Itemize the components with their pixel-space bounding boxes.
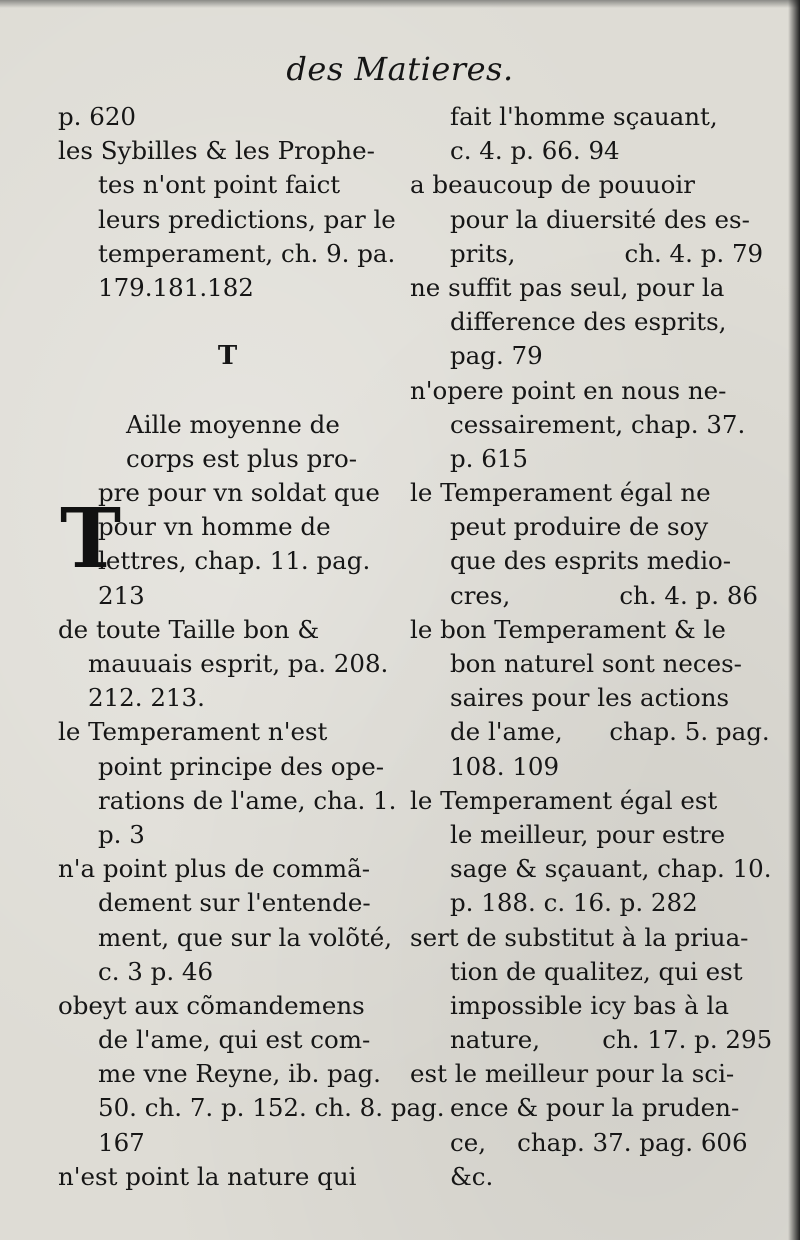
page-top-edge (0, 0, 800, 8)
index-entry: n'opere point en nous ne- (410, 375, 727, 405)
index-line: corps est plus pro- (126, 443, 358, 473)
index-line: fait l'homme sçauant, (450, 102, 718, 131)
index-line: mauuais esprit, pa. 208. (88, 649, 389, 678)
index-line: ence & pour la pruden- (450, 1093, 740, 1123)
dropcap-letter: T (60, 490, 122, 587)
index-line: cessairement, chap. 37. (450, 409, 746, 439)
index-line: tes n'ont point faict (98, 170, 341, 200)
running-header: des Matieres. (286, 50, 514, 88)
index-line: 179.181.182 (98, 272, 254, 302)
index-line: 167 (98, 1127, 145, 1157)
left-column (58, 100, 445, 1194)
index-entry: le bon Temperament & le (410, 614, 726, 644)
index-line: 213 (98, 580, 145, 610)
index-line: 50. ch. 7. p. 152. ch. 8. pag. (98, 1093, 445, 1123)
right-column (410, 100, 773, 1194)
index-line: lettres, chap. 11. pag. (98, 546, 371, 576)
index-entry: n'est point la nature qui (58, 1161, 357, 1191)
index-entry: les Sybilles & les Prophe- (58, 136, 375, 166)
index-line: c. 3 p. 46 (98, 956, 214, 986)
index-line: c. 4. p. 66. 94 (450, 136, 620, 166)
index-line: temperament, ch. 9. pa. (98, 238, 396, 268)
index-line: que des esprits medio- (450, 546, 732, 576)
index-entry: n'a point plus de commã- (58, 854, 371, 884)
index-line: p. 615 (450, 443, 529, 473)
spacer (58, 374, 398, 408)
index-line: ment, que sur la volõté, (98, 922, 393, 952)
index-line: &c. (450, 1161, 494, 1191)
index-line: de l'ame, qui est com- (98, 1025, 371, 1055)
index-line: pag. 79 (450, 341, 543, 371)
index-line: pre pour vn soldat que (98, 478, 380, 508)
index-line: 108. 109 (450, 751, 560, 781)
index-line: ce, chap. 37. pag. 606 (450, 1127, 748, 1157)
index-entry: Aille moyenne de (126, 409, 340, 439)
section-letter: T (217, 341, 239, 372)
index-entry: ne suffit pas seul, pour la (410, 272, 725, 302)
index-line: prits, ch. 4. p. 79 (450, 238, 764, 268)
index-line: p. 188. c. 16. p. 282 (450, 888, 698, 918)
index-line: leurs predictions, par le (98, 204, 396, 234)
index-entry: sert de substitut à la priua- (410, 922, 749, 952)
index-line: peut produire de soy (450, 512, 709, 542)
index-line: difference des esprits, (450, 307, 727, 337)
index-line: p. 620 (58, 102, 137, 131)
index-line: rations de l'ame, cha. 1. (98, 785, 397, 815)
index-line: me vne Reyne, ib. pag. (98, 1059, 381, 1089)
index-entry: le Temperament égal est (410, 785, 718, 815)
index-entry: obeyt aux cõmandemens (58, 990, 365, 1020)
index-entry: est le meilleur pour la sci- (410, 1059, 735, 1089)
index-line: sage & sçauant, chap. 10. (450, 854, 772, 884)
index-line: impossible icy bas à la (450, 990, 729, 1020)
index-entry: a beaucoup de pouuoir (410, 170, 695, 200)
index-line: le meilleur, pour estre (450, 819, 726, 849)
index-line: bon naturel sont neces- (450, 649, 742, 678)
index-line: p. 3 (98, 819, 145, 849)
index-line: 212. 213. (88, 683, 205, 713)
page-right-edge (788, 0, 800, 1240)
index-line: de l'ame, chap. 5. pag. (450, 717, 770, 747)
index-line: cres, ch. 4. p. 86 (450, 580, 758, 610)
index-line: pour la diuersité des es- (450, 204, 750, 234)
index-line: dement sur l'entende- (98, 888, 371, 918)
index-line: point principe des ope- (98, 751, 384, 781)
index-entry: le Temperament n'est (58, 717, 328, 747)
index-line: saires pour les actions (450, 683, 730, 713)
index-line: nature, ch. 17. p. 295 (450, 1025, 773, 1055)
index-line: pour vn homme de (98, 512, 331, 542)
index-line: tion de qualitez, qui est (450, 956, 743, 986)
index-entry: le Temperament égal ne (410, 478, 711, 508)
index-entry: de toute Taille bon & (58, 614, 320, 644)
spacer (58, 305, 398, 339)
